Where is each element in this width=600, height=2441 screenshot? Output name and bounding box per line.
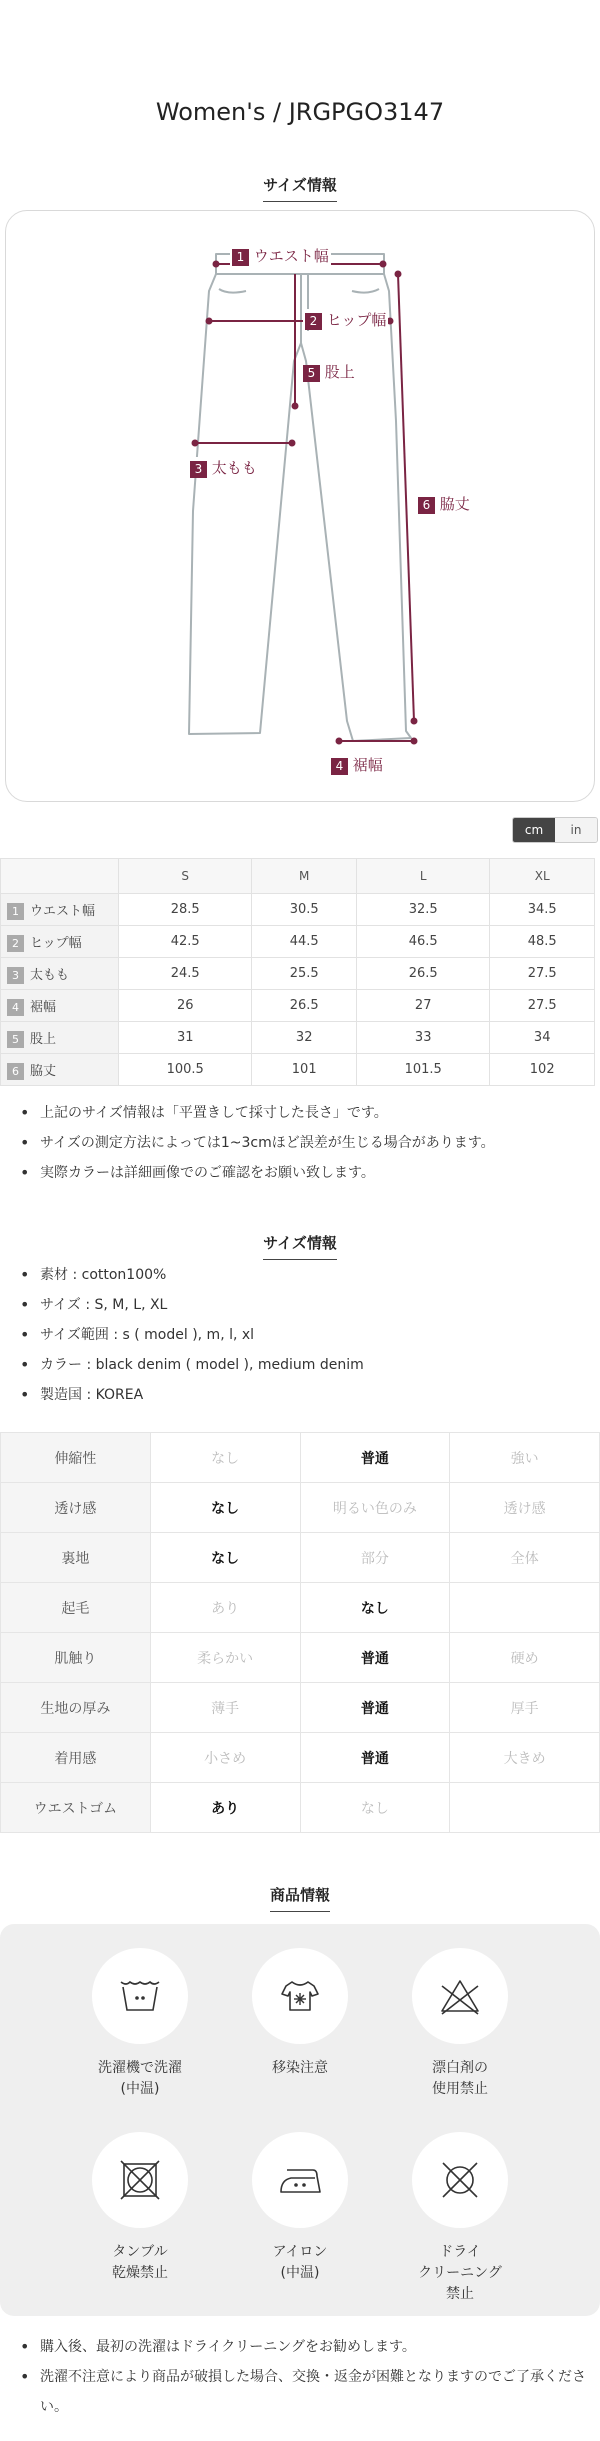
table-row (1, 1022, 595, 1054)
attribute-name: 透け感 (1, 1483, 151, 1533)
product-info-heading: 商品情報 (0, 1884, 600, 1912)
list-item: • サイズの測定方法によっては1~3cmほど誤差が生じる場合があります。 (18, 1128, 588, 1158)
care-label: アイロン (中温) (272, 2244, 328, 2281)
table-row (1, 1633, 600, 1683)
table-cell: 30.5 (252, 894, 357, 926)
attribute-name: ウエストゴム (1, 1783, 151, 1833)
attribute-option: なし (300, 1583, 450, 1633)
attribute-option: 強い (450, 1433, 600, 1483)
table-cell: 44.5 (252, 926, 357, 958)
row-label: 1 ウエスト幅 (1, 894, 119, 926)
row-label: 2 ヒップ幅 (1, 926, 119, 958)
size-diagram (5, 210, 595, 802)
table-row (1, 1054, 595, 1086)
size-col-l: L (356, 859, 489, 894)
table-cell: 27.5 (490, 990, 595, 1022)
pants-diagram-svg (6, 211, 596, 803)
table-row (1, 926, 595, 958)
info-section-heading: サイズ情報 (0, 1232, 600, 1260)
table-row (1, 1683, 600, 1733)
attribute-option: なし (150, 1433, 300, 1483)
attribute-name: 裏地 (1, 1533, 151, 1583)
table-cell: 32 (252, 1022, 357, 1054)
attribute-name: 生地の厚み (1, 1683, 151, 1733)
table-cell: 25.5 (252, 958, 357, 990)
attribute-option: なし (150, 1483, 300, 1533)
size-table-corner (1, 859, 119, 894)
list-item: • 上記のサイズ情報は「平置きして採寸した長さ」です。 (18, 1098, 588, 1128)
row-label: 3 太もも (1, 958, 119, 990)
list-item: • 製造国 : KOREA (18, 1380, 588, 1410)
attribute-option: あり (150, 1583, 300, 1633)
attribute-option: 大きめ (450, 1733, 600, 1783)
attribute-option: 部分 (300, 1533, 450, 1583)
care-item-no-bleach (380, 1948, 540, 2100)
table-row (1, 1583, 600, 1633)
table-row (1, 1733, 600, 1783)
table-cell: 101 (252, 1054, 357, 1086)
table-cell: 27.5 (490, 958, 595, 990)
table-cell: 100.5 (119, 1054, 252, 1086)
table-cell: 46.5 (356, 926, 489, 958)
unit-tab-in[interactable]: in (555, 818, 597, 842)
row-label: 6 脇丈 (1, 1054, 119, 1086)
care-item-no-tumble-dry (60, 2132, 220, 2284)
table-cell: 48.5 (490, 926, 595, 958)
table-row (1, 894, 595, 926)
attribute-name: 起毛 (1, 1583, 151, 1633)
list-item: • サイズ : S, M, L, XL (18, 1290, 588, 1320)
size-col-s: S (119, 859, 252, 894)
table-cell: 28.5 (119, 894, 252, 926)
table-cell: 101.5 (356, 1054, 489, 1086)
table-cell: 26.5 (252, 990, 357, 1022)
attribute-option: 明るい色のみ (300, 1483, 450, 1533)
table-cell: 24.5 (119, 958, 252, 990)
product-specs (18, 1260, 588, 1410)
diagram-label-hem: 4 裾幅 (331, 754, 383, 775)
care-item-washing (60, 1948, 220, 2100)
diagram-label-hip: 2 ヒップ幅 (303, 309, 388, 330)
care-instructions (0, 1924, 600, 2316)
diagram-label-waist: 1 ウエスト幅 (230, 245, 331, 266)
list-item: • 購入後、最初の洗濯はドライクリーニングをお勧めします。 (18, 2332, 588, 2362)
row-label: 5 股上 (1, 1022, 119, 1054)
attribute-name: 着用感 (1, 1733, 151, 1783)
list-item: • 洗濯不注意により商品が破損した場合、交換・返金が困難となりますのでご了承ください。 (18, 2362, 588, 2422)
diagram-label-thigh: 3 太もも (188, 457, 259, 478)
no-tumble-dry-icon (118, 2158, 162, 2202)
product-title: Women's / JRGPGO3147 (155, 98, 445, 126)
color-transfer-icon (278, 1976, 322, 2016)
table-row (1, 1783, 600, 1833)
attribute-option (450, 1583, 600, 1633)
care-label: ドライ クリーニング 禁止 (418, 2244, 502, 2302)
size-col-xl: XL (490, 859, 595, 894)
table-cell: 33 (356, 1022, 489, 1054)
no-dry-clean-icon (438, 2158, 482, 2202)
attribute-name: 伸縮性 (1, 1433, 151, 1483)
table-cell: 26.5 (356, 958, 489, 990)
attribute-option: あり (150, 1783, 300, 1833)
table-cell: 42.5 (119, 926, 252, 958)
care-label: 漂白剤の 使用禁止 (432, 2060, 488, 2097)
attribute-option: なし (150, 1533, 300, 1583)
table-cell: 34 (490, 1022, 595, 1054)
table-row (1, 1533, 600, 1583)
attribute-option: 厚手 (450, 1683, 600, 1733)
attribute-option (450, 1783, 600, 1833)
list-item: • カラー : black denim ( model ), medium denim (18, 1350, 588, 1380)
care-label: 洗濯機で洗濯 (中温) (98, 2060, 182, 2097)
attribute-option: 柔らかい (150, 1633, 300, 1683)
washing-machine-icon (118, 1978, 162, 2014)
attribute-option: なし (300, 1783, 450, 1833)
attribute-option: 小さめ (150, 1733, 300, 1783)
care-notes (18, 2332, 588, 2422)
care-label: タンブル 乾燥禁止 (112, 2244, 168, 2281)
unit-tab-cm[interactable]: cm (513, 818, 555, 842)
size-notes (18, 1098, 588, 1188)
fabric-attribute-table (0, 1432, 600, 1833)
table-row (1, 1433, 600, 1483)
list-item: • サイズ範囲 : s ( model ), m, l, xl (18, 1320, 588, 1350)
care-item-iron (220, 2132, 380, 2284)
table-cell: 32.5 (356, 894, 489, 926)
care-item-no-dry-clean (380, 2132, 540, 2305)
attribute-option: 透け感 (450, 1483, 600, 1533)
table-cell: 31 (119, 1022, 252, 1054)
care-item-color-transfer (220, 1948, 380, 2079)
diagram-label-rise: 5 股上 (303, 361, 355, 382)
table-row (1, 990, 595, 1022)
size-col-m: M (252, 859, 357, 894)
table-cell: 27 (356, 990, 489, 1022)
attribute-name: 肌触り (1, 1633, 151, 1683)
table-cell: 26 (119, 990, 252, 1022)
list-item: • 実際カラーは詳細画像でのご確認をお願い致します。 (18, 1158, 588, 1188)
care-label: 移染注意 (272, 2060, 328, 2076)
attribute-option: 硬め (450, 1633, 600, 1683)
list-item: • 素材 : cotton100% (18, 1260, 588, 1290)
table-row (1, 1483, 600, 1533)
unit-toggle (512, 817, 598, 843)
attribute-option: 普通 (300, 1633, 450, 1683)
table-row (1, 958, 595, 990)
no-bleach-icon (438, 1976, 482, 2016)
attribute-option: 薄手 (150, 1683, 300, 1733)
diagram-label-inseam: 6 脇丈 (416, 493, 472, 514)
size-table-header-row (1, 859, 595, 894)
row-label: 4 裾幅 (1, 990, 119, 1022)
attribute-option: 普通 (300, 1433, 450, 1483)
table-cell: 102 (490, 1054, 595, 1086)
attribute-option: 普通 (300, 1733, 450, 1783)
attribute-option: 全体 (450, 1533, 600, 1583)
attribute-option: 普通 (300, 1683, 450, 1733)
size-table (0, 858, 595, 1086)
table-cell: 34.5 (490, 894, 595, 926)
size-section-heading: サイズ情報 (0, 174, 600, 202)
iron-medium-icon (277, 2164, 323, 2196)
